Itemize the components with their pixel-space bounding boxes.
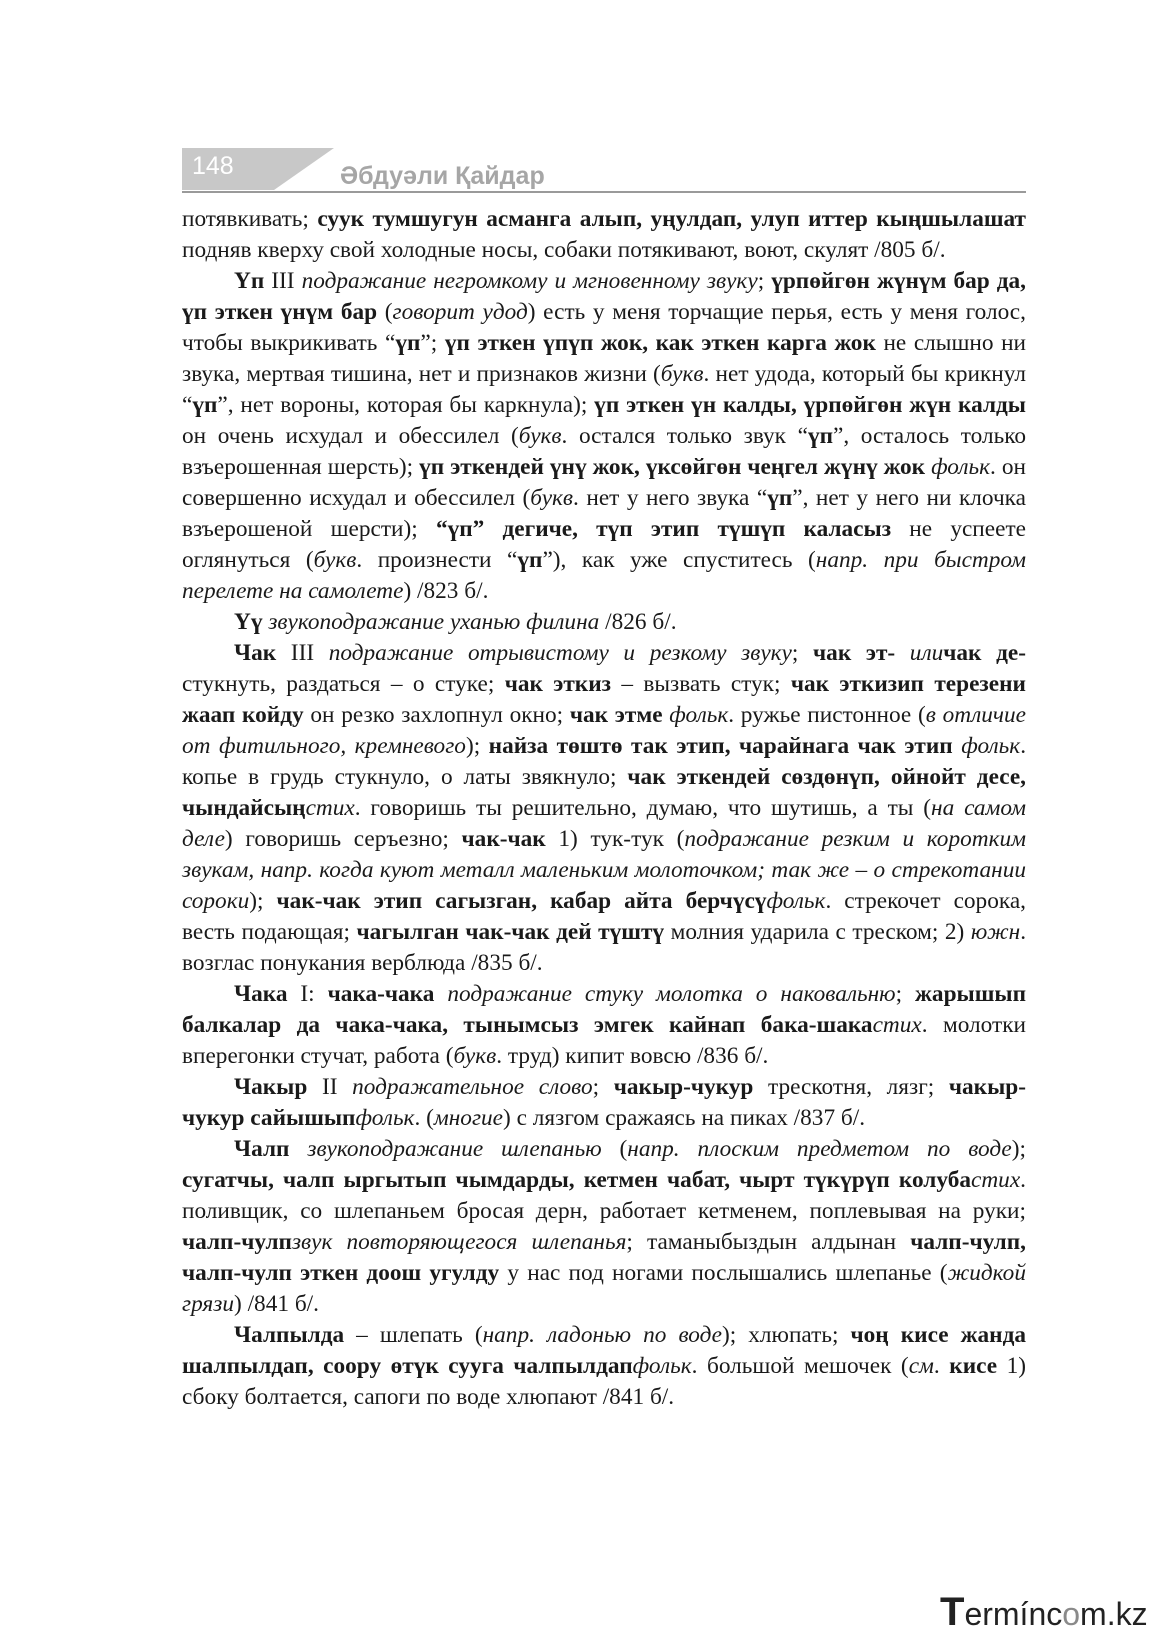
definition-text: молния ударила с треском; 2) [664, 919, 971, 945]
definition-text: ( [377, 299, 393, 325]
headword-text: чак эткендей сөздөнүп, ойнойт десе, чындайсың [182, 764, 1026, 821]
definition-text: II [307, 1074, 353, 1100]
definition-text: у нас под ногами послышались шлепанье ( [499, 1260, 948, 1286]
annotation-text: букв [530, 485, 574, 511]
annotation-text: букв [313, 547, 357, 573]
headword-text: чак этме [569, 702, 663, 728]
definition-text: . поливщик, со шлепаньем бросая дерн, работает кетменем, поплевывая на руки; [182, 1167, 1026, 1224]
definition-text: . он совершенно исхудал и обессилел ( [182, 454, 1027, 511]
annotation-text: многие [433, 1105, 504, 1131]
definition-text: III [276, 640, 329, 666]
definition-text: ); [465, 733, 489, 759]
page-header [182, 148, 1026, 196]
annotation-text: стих [971, 1167, 1021, 1193]
headword-text: үп [395, 330, 421, 356]
watermark-t: T [940, 1590, 965, 1634]
definition-text [289, 1136, 307, 1162]
annotation-text: фольк [355, 1105, 415, 1131]
headword-text: чак эткиз [504, 671, 611, 697]
definition-text: ; [592, 1074, 614, 1100]
annotation-text: подражание стуку молотка о наковальню [447, 981, 896, 1007]
headword-text: чалп-чулп, чалп-чулп эткен доош угулду [182, 1229, 1026, 1286]
definition-text: ) /841 б/. [234, 1291, 319, 1317]
definition-text: ; [895, 981, 916, 1007]
definition-text: – шлепать ( [344, 1322, 483, 1348]
watermark-o: o [1062, 1596, 1081, 1632]
annotation-text: фольк [632, 1353, 692, 1379]
definition-text: . нет у него звука “ [573, 485, 768, 511]
headword-text: үп [807, 423, 834, 449]
headword-text: сугатчы, чалп ыргытып чымдарды, кетмен чабат, чырт түкүрүп колуба [182, 1167, 972, 1193]
definition-text: ; таманыбыздын алдынан [626, 1229, 911, 1255]
definition-text: . нет удода, который бы крикнул “ [182, 361, 1026, 418]
headword-text: чак эт- [813, 640, 896, 666]
annotation-text: фольк [961, 733, 1021, 759]
annotation-text: букв [453, 1043, 497, 1069]
headword-text: жарышып балкалар да чака-чака, тынымсыз эмгек кайнап бака-шака [182, 981, 1026, 1038]
definition-text: III [264, 268, 302, 294]
annotation-text: на самом деле [182, 795, 1026, 852]
dictionary-entry [182, 607, 1026, 638]
definition-text: он очень исхудал и обессилел ( [182, 423, 519, 449]
definition-text: ); [1011, 1136, 1026, 1162]
definition-text: ) есть у меня торчащие перья, есть у меня голос, чтобы выкрикивать “ [182, 299, 1026, 356]
headword-text: чака-чака [327, 981, 435, 1007]
annotation-text: букв [518, 423, 562, 449]
definition-text: ) с лязгом сражаясь на пиках /837 б/. [503, 1105, 866, 1131]
definition-text: не слышно ни звука, мертвая тишина, нет и признаков жизни ( [182, 330, 1027, 387]
headword-text: Чалп [234, 1136, 290, 1162]
dictionary-entry [182, 979, 1026, 1072]
definition-text: ”, осталось только взъерошенная шерсть); [182, 423, 1026, 480]
headword-text: суук тумшугун асманга алып, уңулдап, улуп иттер кыңшылашат [317, 206, 1026, 232]
definition-text: потявкивать; [182, 206, 318, 232]
definition-text [953, 733, 962, 759]
annotation-text: фольк [931, 454, 991, 480]
annotation-text: звукоподражание шлепанью [307, 1136, 602, 1162]
definition-text: /826 б/. [599, 609, 677, 635]
definition-text: . ружье пистонное ( [728, 702, 926, 728]
definition-text: . произнести “ [356, 547, 518, 573]
headword-text: “үп” дегиче, түп этип түшүп каласыз [435, 516, 892, 542]
annotation-text: звук повторяющегося шлепанья [291, 1229, 627, 1255]
headword-text: найза төштө так этип, чарайнага чак этип [488, 733, 953, 759]
annotation-text: в отличие от фитильного, кремневого [182, 702, 1026, 759]
dictionary-entry [182, 204, 1026, 266]
annotation-text: подражание отрывистому и резкому звуку [328, 640, 792, 666]
annotation-text: букв [660, 361, 704, 387]
definition-text: . стрекочет сорока, весть подающая; [182, 888, 1026, 945]
definition-text: трескотня, лязг; [753, 1074, 949, 1100]
headword-text: чак-чак этип сагызган, кабар айта берчүсү [276, 888, 767, 914]
headword-text: үп [192, 392, 218, 418]
annotation-text: подражание негромкому и мгновенному звуку [301, 268, 758, 294]
annotation-text: напр. при быстром перелете на самолете [182, 547, 1027, 604]
headword-text: үп эткендей үнү жок, үксөйгөн чеңгел жүнү жок [419, 454, 926, 480]
headword-text: чак эткизип терезени жаап койду [182, 671, 1026, 728]
annotation-text: стих [305, 795, 355, 821]
definition-text: стукнуть, раздаться – о стуке; [182, 671, 505, 697]
headword-text: Чакыр [234, 1074, 308, 1100]
headword-text: Үү [234, 609, 263, 635]
definition-text: . возглас понукания верблюда /835 б/. [182, 919, 1027, 976]
headword-text: үрпөйгөн жүнүм бар да, үп эткен үнүм бар [182, 268, 1027, 325]
dictionary-entry [182, 1134, 1026, 1320]
definition-text: . [933, 1353, 950, 1379]
dictionary-entry [182, 1320, 1026, 1413]
watermark-b: m.kz [1080, 1596, 1148, 1632]
annotation-text: говорит удод [392, 299, 528, 325]
headword-text: Чалпылда [234, 1322, 345, 1348]
definition-text: ”; [420, 330, 445, 356]
definition-text: . труд) кипит вовсю /836 б/. [496, 1043, 769, 1069]
definition-text: ; [757, 268, 772, 294]
headword-text: чалп-чулп [182, 1229, 292, 1255]
definition-text: подняв кверху свой холодные носы, собаки потякивают, воют, скулят /805 б/. [182, 237, 946, 263]
annotation-text: жидкой грязи [182, 1260, 1026, 1317]
headword-text: чакыр-чукур [613, 1074, 754, 1100]
definition-text: 1) тук-тук ( [545, 826, 685, 852]
headword-text: Үп [234, 268, 265, 294]
definition-text: ”), как уже спуститесь ( [542, 547, 816, 573]
definition-text: I: [287, 981, 328, 1007]
definition-text: . молотки вперегонки стучат, работа ( [182, 1012, 1026, 1069]
headword-text: чак де- [943, 640, 1026, 666]
running-title: Әбдуәли Қайдар [340, 162, 545, 190]
definition-text: ); хлюпать; [722, 1322, 851, 1348]
annotation-text: звукоподражание уханью филина [268, 609, 600, 635]
definition-text: 1) сбоку болтается, сапоги по воде хлюпают /841 б/. [182, 1353, 1026, 1410]
headword-text: чакыр-чукур сайышып [182, 1074, 1026, 1131]
dictionary-entry [182, 1072, 1026, 1134]
dictionary-body [182, 204, 1026, 1413]
annotation-text: фольк [766, 888, 826, 914]
headword-text: үп эткен үн калды, үрпөйгөн жүн калды [594, 392, 1026, 418]
headword-text: чак-чак [461, 826, 546, 852]
annotation-text: или [909, 640, 944, 666]
headword-text: чагылган чак-чак дей түштү [356, 919, 665, 945]
annotation-text: напр. ладонью по воде [482, 1322, 723, 1348]
headword-text: үп [517, 547, 543, 573]
definition-text [895, 640, 910, 666]
dictionary-entry [182, 266, 1026, 607]
annotation-text: стих [872, 1012, 922, 1038]
definition-text: ) /823 б/. [403, 578, 489, 604]
annotation-text: подражательное слово [352, 1074, 593, 1100]
header-rule [182, 191, 1026, 193]
page-number: 148 [192, 152, 234, 180]
annotation-text: см [908, 1353, 934, 1379]
definition-text: . говоришь ты решительно, думаю, что шутишь, а ты ( [354, 795, 932, 821]
headword-text: кисе [949, 1353, 998, 1379]
definition-text: . большой мешочек ( [691, 1353, 909, 1379]
definition-text: ”, нет вороны, которая бы каркнула); [217, 392, 595, 418]
definition-text: ; [791, 640, 814, 666]
definition-text: он резко захлопнул окно; [303, 702, 570, 728]
definition-text: не успеете оглянуться ( [182, 516, 1026, 573]
headword-text: чоң кисе жанда шалпылдап, соору өтүк сууга чалпылдап [182, 1322, 1027, 1379]
headword-text: үп эткен үпүп жок, как эткен карга жок [444, 330, 876, 356]
definition-text: . копье в грудь стукнуло, о латы звякнуло; [182, 733, 1027, 790]
definition-text: ) говоришь серъезно; [224, 826, 462, 852]
definition-text: . остался только звук “ [561, 423, 808, 449]
definition-text: . ( [414, 1105, 434, 1131]
annotation-text: фольк [669, 702, 729, 728]
definition-text: ”, нет у него ни клочка взъерошеной шерсти); [182, 485, 1026, 542]
annotation-text: подражание резким и коротким звукам, напр. когда куют металл маленьким молоточком; так же – о стрекотании сороки [182, 826, 1026, 914]
definition-text [434, 981, 447, 1007]
definition-text: ); [249, 888, 277, 914]
annotation-text: южн [970, 919, 1021, 945]
page-number-tab-arrow [274, 148, 334, 190]
headword-text: Чак [234, 640, 277, 666]
dictionary-entry [182, 638, 1026, 979]
definition-text: – вызвать стук; [610, 671, 791, 697]
annotation-text: напр. плоским предметом по воде [627, 1136, 1012, 1162]
definition-text: ( [601, 1136, 628, 1162]
headword-text: үп [767, 485, 793, 511]
watermark-a: ermínc [964, 1596, 1063, 1632]
site-watermark [940, 1590, 1148, 1635]
headword-text: Чака [234, 981, 288, 1007]
